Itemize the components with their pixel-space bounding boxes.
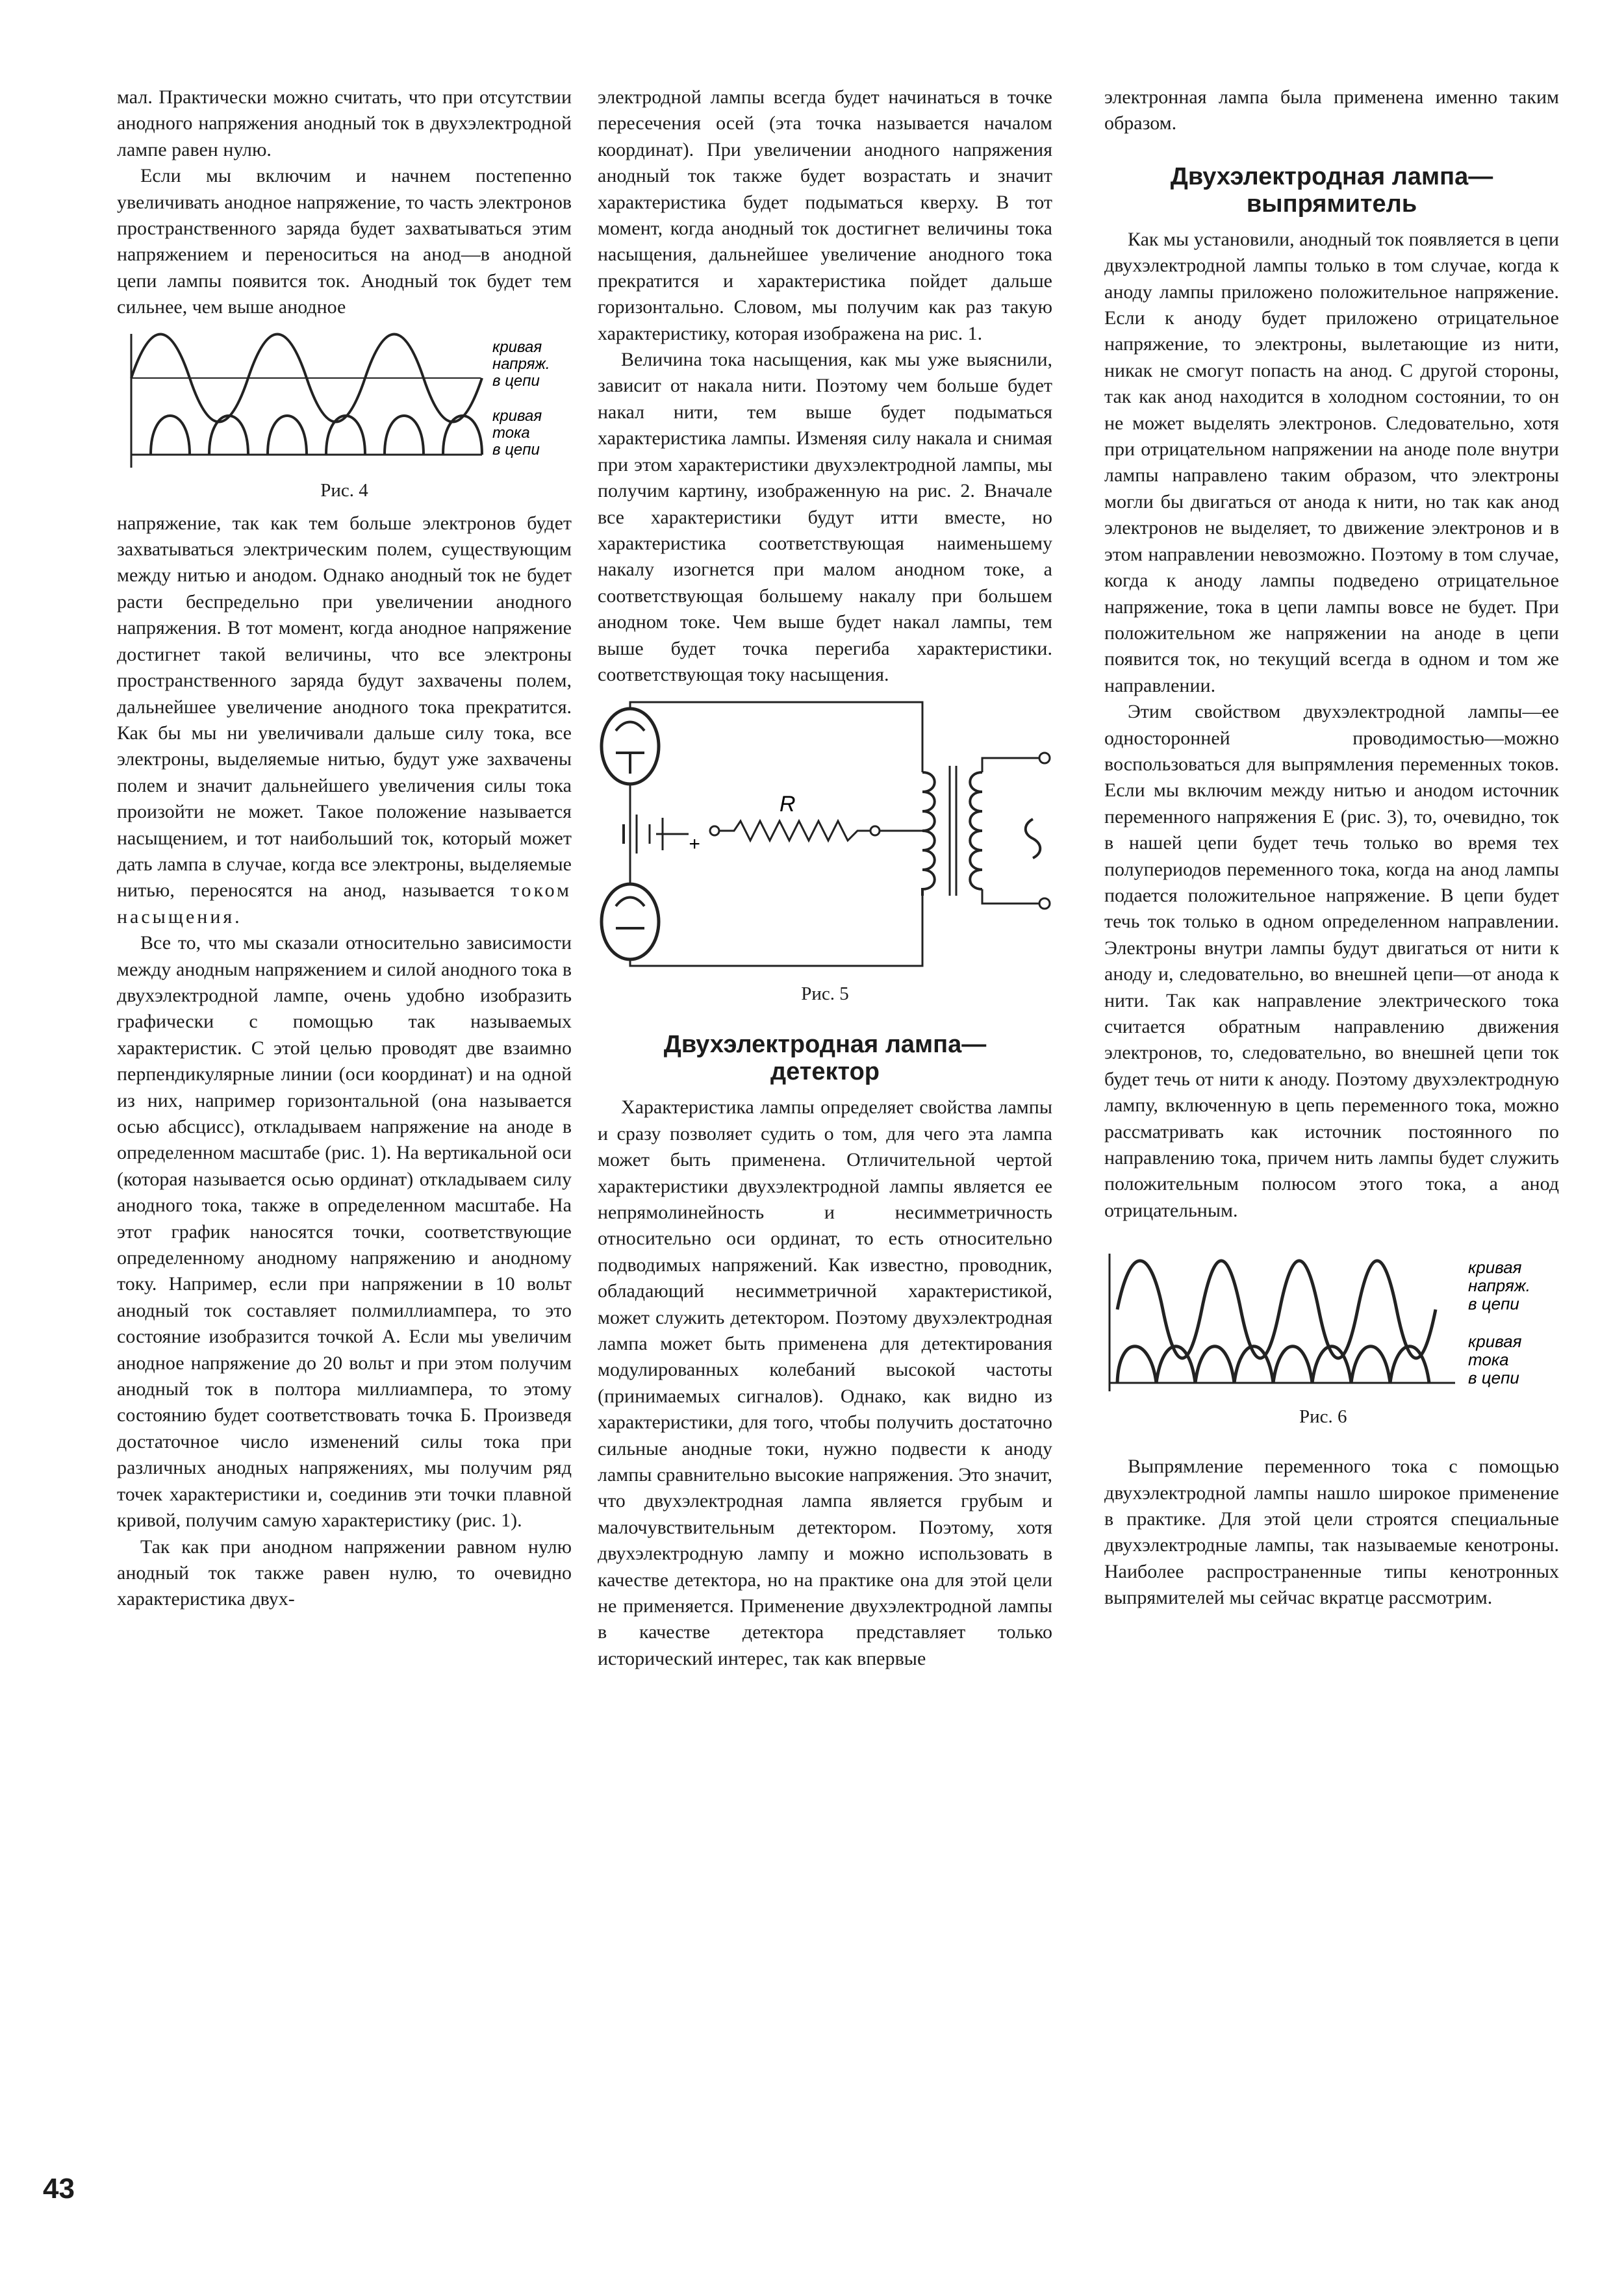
paragraph: Как мы установили, анодный ток появляется в цепи двухэлектродной лампы только в том случае, когда к аноду лампы приложено положительное напряжение. Если к аноду будет приложено отрицательное напряжение, то электроны, вылетающие из нити, никак не смогут попасть на анод. С другой стороны, так как анод находится в холодном состоянии, то он не может выделять электронов. Следовательно, хотя при отрицательном напряжении на аноде поле внутри лампы направлено таким образом, что электроны могли бы двигаться от анода к нити, но так как анод электронов не выделяет, то движение электронов и в этом направлении невозможно. Поэтому в том случае, когда к аноду лампы подведено отрицательное напряжение, тока в цепи лампы вовсе не будет. При положительном же напряжении на аноде в цепи появится ток, но текущий всегда в одном и том же направлении. (1104, 228, 1559, 696)
terminal-bottom (1039, 898, 1050, 909)
term-saturation-current: током насыщения. (117, 879, 572, 928)
figure-4 (117, 331, 572, 501)
fig4-label-voltage-3: в цепи (492, 372, 540, 390)
terminal-top (1039, 753, 1050, 763)
plus-sign: + (689, 833, 700, 855)
section-heading-detector (598, 1031, 1052, 1085)
fig4-label-current-1: кривая (492, 407, 542, 425)
heading-line-1: Двухэлектродная лампа— (1170, 162, 1493, 190)
fig4-label-current-3: в цепи (492, 440, 540, 459)
resistor (719, 821, 870, 841)
column-2 (598, 84, 1052, 1672)
paragraph: Все то, что мы сказали относительно зависимости между анодным напряжением и силой анодного тока в двухэлектродной лампе, очень удобно изобразить графически с помощью так называемых характеристик. С этой целью проводят две взаимно перпендикулярные линии (оси координат) и на одной из них, например горизонтальной (она называется осью абсцисс), откладываем напряжение на аноде в определенном масштабе (рис. 1). На вертикальной оси (которая называется осью ординат) откладываем силу анодного тока, также в определенном масштабе. На этот график наносятся точки, соответствующие определенному анодному напряжению и анодному току. Например, если при напряжении в 10 вольт анодный ток составляет полмиллиампера, то это состояние изобразится точкой А. Если мы увеличим анодное напряжение до 20 вольт и при этом получим анодный ток в полтора миллиампера, то этому состоянию будет соответствовать точка Б. Произведя достаточное число изменений силы тока при различных анодных напряжениях, мы получим ряд точек характеристики и, соединив эти точки плавной кривой, получим самую характеристику (рис. 1). (117, 932, 572, 1532)
fig6-label-voltage-2: напряж. (1468, 1276, 1530, 1296)
fig6-label-current-1: кривая (1468, 1332, 1522, 1352)
figure-6-caption: Рис. 6 (1299, 1406, 1347, 1428)
tube-lower (602, 884, 659, 959)
transformer-secondary (970, 772, 982, 889)
paragraph: Выпрямление переменного тока с помощью двухэлектродной лампы нашло широкое применение в практике. Для этой цели строятся специальные двухэлектродные лампы, так называемые кенотроны. Наиболее распространенные типы кенотронных выпрямителей мы сейчас вкратце рассмотрим. (1104, 1456, 1559, 1609)
figure-6 (1104, 1250, 1559, 1428)
heading-line-2: детектор (770, 1058, 880, 1086)
figure-5-circuit (585, 701, 1091, 974)
column-3 (1104, 84, 1559, 1612)
paragraph: Так как при анодном напряжении равном нулю анодный ток также равен нулю, то очевидно характеристика двух- (117, 1536, 572, 1610)
transformer-primary (922, 772, 935, 896)
fig4-label-voltage-1: кривая (492, 338, 542, 356)
resistor-label: R (780, 792, 796, 817)
fig6-label-voltage-3: в цепи (1468, 1294, 1519, 1314)
heading-line-1: Двухэлектродная лампа— (663, 1031, 987, 1059)
fig4-label-current-2: тока (492, 424, 530, 442)
figure-4-caption: Рис. 4 (320, 479, 368, 501)
paragraph: Если мы включим и начнем постепенно увеличивать анодное напряжение, то часть электронов пространственного заряда будет захватываться этим напряжением и переноситься на анод—в анодной цепи лампы появится ток. Анодный ток будет тем сильнее, чем выше анодное (117, 165, 572, 318)
heading-line-2: выпрямитель (1246, 190, 1417, 218)
section-heading-rectifier (1104, 163, 1559, 218)
paragraph: мал. Практически можно считать, что при отсутствии анодного напряжения анодный ток в двухэлектродной лампе равен нулю. (117, 86, 572, 160)
fig6-label-current-2: тока (1468, 1350, 1509, 1370)
paragraph (117, 511, 572, 931)
fig6-label-current-3: в цепи (1468, 1368, 1519, 1388)
paragraph-text: напряжение, так как тем больше электронов будет захватываться электрическим полем, существующим между нитью и анодом. Однако анодный ток не будет расти беспредельно при увеличении анодного напряжения. В тот момент, когда анодное напряжение достигнет такой величины, что все электроны пространственного заряда будут захвачены полем, дальнейшее увеличение анодного тока прекратится. Как бы мы ни увеличивали дальше силу тока, все электроны, выделяемые нитью, будут уже захвачены полем и значит дальнейшего увеличения силы тока произойти не может. Такое положение называется насыщением, и тот наибольший ток, который может дать лампа в случае, когда все электроны, выделяемые нитью, переносятся на анод, называется (117, 512, 572, 902)
ac-source-symbol (1026, 819, 1041, 858)
paragraph: электронная лампа была применена именно таким образом. (1104, 86, 1559, 134)
paragraph: Характеристика лампы определяет свойства лампы и сразу позволяет судить о том, для чего эта лампа может быть применена. Отличительной чертой характеристики двухэлектродной лампы является ее непрямолинейность и несимметричность относительно оси ординат, то есть относительно подводимых напряжений. Как известно, проводник, обладающий несимметричной характеристикой, может служить детектором. Поэтому двухэлектродная лампа может быть применена для детектирования модулированных колебаний высокой частоты (принимаемых сигналов). Однако, как видно из характеристики, для того, чтобы получить достаточно сильные анодные токи, нужно подвести к аноду лампы сравнительно высокие напряжения. Это значит, что двухэлектродная лампа является грубым и малочувствительным детектором. Поэтому, хотя двухэлектродную лампу и можно использовать в качестве детектора, но на практике она для этой цели не применяется. Применение двухэлектродной лампы в качестве детектора представляет только исторический интерес, так как впервые (598, 1096, 1052, 1669)
figure-4-waveforms (117, 331, 572, 474)
page-number: 43 (43, 2173, 75, 2205)
figure-5 (598, 701, 1052, 1005)
fig6-label-voltage-1: кривая (1468, 1258, 1522, 1278)
fig4-label-voltage-2: напряж. (492, 355, 550, 373)
column-1 (117, 84, 572, 1613)
figure-6-waveforms (1104, 1250, 1572, 1399)
paragraph: Величина тока насыщения, как мы уже выяснили, зависит от накала нити. Поэтому чем больше будет накал нити, тем выше будет подыматься характеристика лампы. Изменяя силу накала и снимая при этом характеристики двухэлектродной лампы, мы получим картину, изображенную на рис. 2. Вначале все характеристики будут итти вместе, но характеристика соответствующая наименьшему накалу изогнется при малом анодном токе, а соответствующая большему накалу при большем анодном токе. Чем выше будет накал лампы, тем выше будет точка перегиба характеристики. соответствующая току насыщения. (598, 349, 1052, 685)
figure-5-caption: Рис. 5 (801, 983, 849, 1005)
paragraph: Этим свойством двухэлектродной лампы—ее односторонней проводимостью—можно воспользоваться для выпрямления переменных токов. Если мы включим между нитью и анодом источник переменного напряжения E (рис. 3), то, очевидно, ток в нашей цепи будет течь только во время тех полупериодов переменного тока, когда на анод лампы подается положительное напряжение. В цепи будет течь ток только в одном определенном направлении. Электроны внутри лампы будут двигаться от нити к аноду и, следовательно, во внешней цепи—от анода к нити. Так как направление электрического тока считается обратным направлению движения электронов, то, следовательно, во внешней цепи ток будет течь от нити к аноду. Поэтому двухэлектродную лампу, включенную в цепь переменного тока, можно рассматривать как источник постоянного по направлению тока, причем нить лампы будет служить положительным полюсом этого тока, а анод отрицательным. (1104, 701, 1559, 1221)
paragraph: электродной лампы всегда будет начинаться в точке пересечения осей (эта точка называется началом координат). При увеличении анодного напряжения анодный ток также будет возрастать и значит характеристика будет подыматься кверху. В тот момент, когда анодный ток достигнет величины тока насыщения, дальнейшее увеличение анодного тока прекратится и характеристика пойдет дальше горизонтально. Словом, мы получим как раз такую характеристику, которая изображена на рис. 1. (598, 86, 1052, 344)
